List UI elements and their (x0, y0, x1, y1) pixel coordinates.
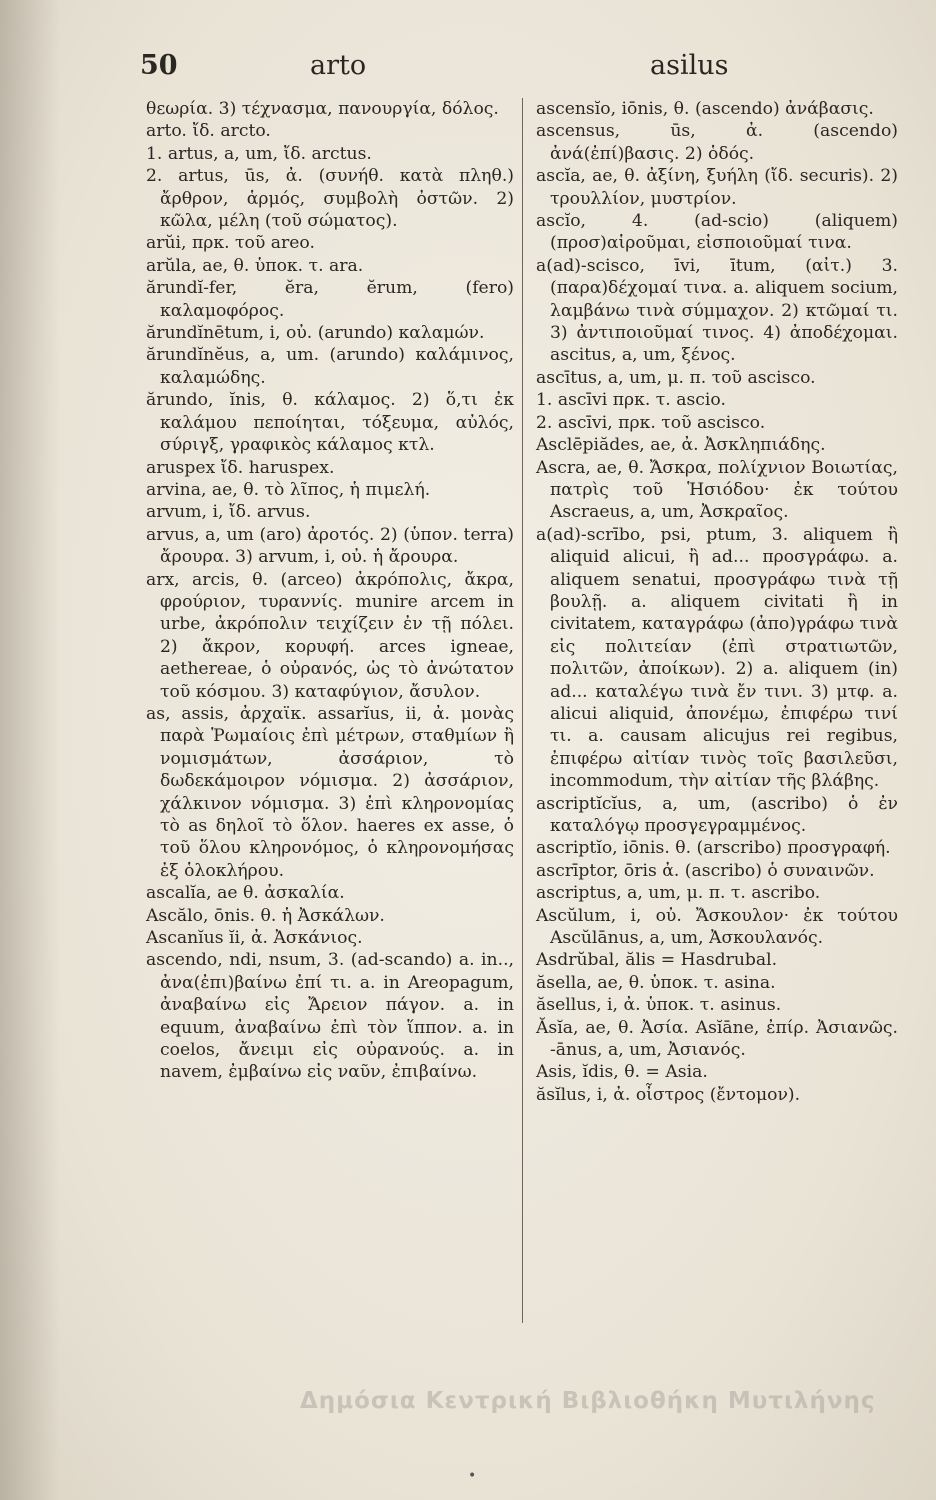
dictionary-entry: ascriptus, a, um, μ. π. τ. ascribo. (536, 883, 821, 904)
dictionary-entry: ascītus, a, um, μ. π. τοῦ ascisco. (536, 367, 816, 388)
dictionary-entry: a(ad)-scisco, īvi, ītum, (αἰτ.) 3. (παρα)δέχομαί τινα. a. aliquem socium, λαμβάνω τινὰ σύμμαχον. 2) κτῶμαί τι. 3) ἀντιποιοῦμαί τινος. 4) ἀποδέχομαι. ascitus, a, um, ξένος. (536, 255, 898, 366)
left-column (146, 98, 514, 1084)
dictionary-entry: arvus, a, um (aro) ἀροτός. 2) (ὑπον. terra) ἄρουρα. 3) arvum, i, οὐ. ἡ ἄρουρα. (146, 524, 514, 568)
dictionary-entry: ascensĭo, iōnis, θ. (ascendo) ἀνάβασις. (536, 99, 874, 119)
dictionary-entry: Ăsĭa, ae, θ. Ἀσία. Asĭāne, ἐπίρ. Ἀσιανῶς. -ānus, a, um, Ἀσιανός. (536, 1017, 898, 1061)
dictionary-entry: ascriptĭcĭus, a, um, (ascribo) ὁ ἐν καταλόγῳ προσγεγραμμένος. (536, 793, 898, 836)
dictionary-entry: arŭi, πρκ. τοῦ areo. (146, 233, 315, 254)
dictionary-entry: ăsĭlus, i, ἀ. οἶστρος (ἔντομον). (536, 1084, 801, 1105)
dictionary-entry: aruspex ἴδ. haruspex. (146, 457, 335, 478)
dictionary-entry: θεωρία. 3) τέχνασμα, πανουργία, δόλος. (146, 99, 499, 119)
dictionary-entry: Asis, ĭdis, θ. = Asia. (536, 1062, 708, 1083)
dictionary-entry: ăsella, ae, θ. ὑποκ. τ. asina. (536, 972, 776, 993)
dictionary-entry: Asdrŭbal, ălis = Hasdrubal. (536, 950, 778, 971)
right-column (536, 98, 898, 1106)
dictionary-entry: 1. ascīvi πρκ. τ. ascio. (536, 390, 726, 411)
left-running-headword: arto (310, 50, 367, 81)
dictionary-entry: ărundĭnētum, i, οὐ. (arundo) καλαμών. (146, 323, 485, 344)
dictionary-entry: Ascălo, ōnis. θ. ἡ Ἀσκάλων. (146, 905, 385, 926)
dictionary-entry: arvina, ae, θ. τὸ λῖπος, ἡ πιμελή. (146, 479, 431, 500)
library-watermark: Δημόσια Κεντρική Βιβλιοθήκη Μυτιλήνης (300, 1388, 876, 1414)
dictionary-entry: ascriptĭo, iōnis. θ. (arscribo) προσγραφή. (536, 838, 891, 859)
dictionary-entry: ascendo, ndi, nsum, 3. (ad-scando) a. in.., ἀνα(ἐπι)βαίνω ἐπί τι. a. in Areopagum, ἀναβαίνω εἰς Ἄρειον πάγον. a. in equum, ἀναβαίνω ἐπὶ τὸν ἵππον. a. in coelos, ἄνειμι εἰς οὐρανούς. a. in navem, ἐμβαίνω εἰς ναῦν, ἐπιβαίνω. (146, 950, 514, 1083)
dictionary-entry: a(ad)-scrībo, psi, ptum, 3. aliquem ἢ aliquid alicui, ἢ ad... προσγράφω. a. aliquem senatui, προσγράφω τινὰ τῇ βουλῇ. a. aliquem civitati ἢ in civitatem, καταγράφω (ἀπο)γράφω τινὰ εἰς πολιτείαν (ἐπὶ στρατιωτῶν, πολιτῶν, ἀποίκων). 2) a. aliquem (in) ad... καταλέγω τινὰ ἔν τινι. 3) μτφ. a. alicui aliquid, ἀπονέμω, ἐπιφέρω τινί τι. a. causam alicujus rei regibus, ἐπιφέρω αἰτίαν τινὸς τοῖς βασιλεῦσι, incommodum, τὴν αἰτίαν τῆς βλάβης. (536, 524, 898, 792)
dictionary-entry: ărundo, ĭnis, θ. κάλαμος. 2) ὅ,τι ἐκ καλάμου πεποίηται, τόξευμα, αὐλός, σύριγξ, γραφικὸς κάλαμος κτλ. (146, 390, 514, 456)
dictionary-entry: ărundĭ-fer, ĕra, ĕrum, (fero) καλαμοφόρος. (146, 278, 514, 321)
dictionary-entry: as, assis, ἀρχαϊκ. assarĭus, ii, ἀ. μονὰς παρὰ Ῥωμαίοις ἐπὶ μέτρων, σταθμίων ἢ νομισμάτων, ἀσσάριον, τὸ δωδεκάμοιρον νόμισμα. 2) ἀσσάριον, χάλκινον νόμισμα. 3) ἐπὶ κληρονομίας τὸ as δηλοῖ τὸ ὅλον. haeres ex asse, ὁ τοῦ ὅλου κληρονόμος, ὁ κληρονομήσας ἐξ ὁλοκλήρου. (146, 703, 514, 881)
dictionary-entry: ărundĭnĕus, a, um. (arundo) καλάμινος, καλαμώδης. (146, 345, 514, 388)
dictionary-entry: ascensus, ūs, ἀ. (ascendo) ἀνά(ἐπί)βασις. 2) ὁδός. (536, 121, 898, 164)
page-header (128, 40, 750, 90)
page-number: 50 (140, 50, 178, 81)
dictionary-entry: ascĭo, 4. (ad-scio) (aliquem) (προσ)αἱροῦμαι, εἰσποιοῦμαί τινα. (536, 211, 898, 254)
dictionary-entry: 2. ascīvi, πρκ. τοῦ ascisco. (536, 412, 766, 433)
dictionary-entry: 2. artus, ūs, ἀ. (συνήθ. κατὰ πληθ.) ἄρθρον, ἁρμός, συμβολὴ ὀστῶν. 2) κῶλα, μέλη (τοῦ σώματος). (146, 166, 514, 232)
dictionary-entry: ascĭa, ae, θ. ἀξίνη, ξυήλη (ἴδ. securis). 2) τρουλλίον, μυστρίον. (536, 166, 898, 209)
dictionary-entry: arvum, i, ἴδ. arvus. (146, 502, 311, 523)
dictionary-entry: ascrīptor, ōris ἀ. (ascribo) ὁ συναινῶν. (536, 860, 875, 881)
dictionary-entry: arŭla, ae, θ. ὑποκ. τ. ara. (146, 255, 364, 276)
ink-dot: • (468, 1468, 477, 1484)
column-divider (522, 98, 523, 1323)
dictionary-entry: Asclēpiădes, ae, ἀ. Ἀσκληπιάδης. (536, 435, 826, 456)
dictionary-entry: Ascanĭus ĭi, ἀ. Ἀσκάνιος. (146, 928, 363, 949)
dictionary-entry: Ascra, ae, θ. Ἄσκρα, πολίχνιον Βοιωτίας, πατρὶς τοῦ Ἡσιόδου· ἐκ τούτου Ascraeus, a, um, Ἀσκραῖος. (536, 457, 898, 523)
dictionary-entry: 1. artus, a, um, ἴδ. arctus. (146, 143, 372, 164)
right-running-headword: asilus (650, 50, 729, 81)
dictionary-entry: ascalĭa, ae θ. ἀσκαλία. (146, 883, 345, 904)
dictionary-entry: ăsellus, i, ἀ. ὑποκ. τ. asinus. (536, 995, 782, 1016)
dictionary-entry: arx, arcis, θ. (arceo) ἀκρόπολις, ἄκρα, φρούριον, τυραννίς. munire arcem in urbe, ἀκρόπολιν τειχίζειν ἐν τῇ πόλει. 2) ἄκρον, κορυφή. arces igneae, aethereae, ὁ οὐρανός, ὡς τὸ ἀνώτατον τοῦ κόσμου. 3) καταφύγιον, ἄσυλον. (146, 569, 514, 702)
binding-shadow (0, 0, 60, 1500)
dictionary-entry: arto. ἴδ. arcto. (146, 121, 271, 142)
dictionary-entry: Ascŭlum, i, οὐ. Ἄσκουλον· ἐκ τούτου Ascŭlānus, a, um, Ἀσκουλανός. (536, 905, 898, 949)
